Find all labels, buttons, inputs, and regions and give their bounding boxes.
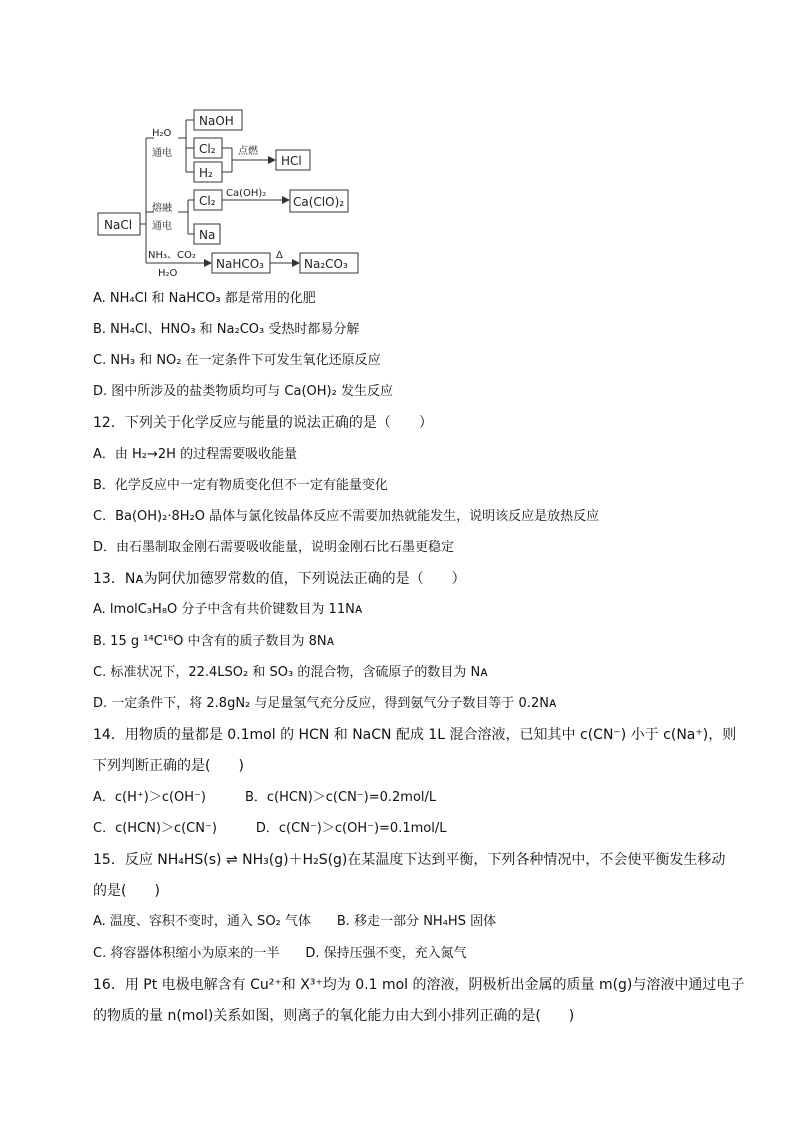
q15-stem-line2: 的是( ) bbox=[93, 883, 160, 899]
flow-diagram-svg bbox=[96, 88, 366, 280]
q12-option-b: B．化学反应中一定有物质变化但不一定有能量变化 bbox=[93, 478, 388, 493]
label-ignite: 点燃 bbox=[238, 146, 258, 157]
q13-stem: 13．Nᴀ为阿伏加德罗常数的值，下列说法正确的是（ ） bbox=[93, 571, 466, 587]
q11-option-b: B. NH₄Cl、HNO₃ 和 Na₂CO₃ 受热时都易分解 bbox=[93, 322, 360, 337]
label-caoh2: Ca(OH)₂ bbox=[226, 188, 267, 199]
q14-options-ab: A．c(H⁺)＞c(OH⁻) B．c(HCN)＞c(CN⁻)=0.2mol/L bbox=[93, 790, 437, 805]
q13-option-a: A. lmolC₃H₈O 分子中含有共价键数目为 11Nᴀ bbox=[93, 602, 363, 617]
q12-option-d: D．由石墨制取金刚石需要吸收能量，说明金刚石比石墨更稳定 bbox=[93, 540, 455, 555]
q15-options-ab: A. 温度、容积不变时，通入 SO₂ 气体 B. 移走一部分 NH₄HS 固体 bbox=[93, 914, 497, 929]
q11-option-a: A. NH₄Cl 和 NaHCO₃ 都是常用的化肥 bbox=[93, 291, 316, 306]
q11-option-d: D. 图中所涉及的盐类物质均可与 Ca(OH)₂ 发生反应 bbox=[93, 384, 393, 399]
q15-options-cd: C. 将容器体积缩小为原来的一半 D. 保持压强不变，充入氮气 bbox=[93, 946, 467, 961]
box-naoh-text: NaOH bbox=[199, 114, 234, 128]
q16-stem-line1: 16．用 Pt 电极电解含有 Cu²⁺和 X³⁺均为 0.1 mol 的溶液，阴极析出金属的质量 m(g)与溶液中通过电子 bbox=[93, 977, 745, 993]
box-hcl-text: HCl bbox=[281, 154, 302, 168]
q16-stem-line2: 的物质的量 n(mol)关系如图，则离子的氧化能力由大到小排列正确的是( ) bbox=[93, 1008, 575, 1024]
q14-options-cd: C．c(HCN)＞c(CN⁻) D．c(CN⁻)＞c(OH⁻)=0.1mol/L bbox=[93, 821, 447, 836]
branch3-label-b: H₂O bbox=[158, 268, 178, 279]
box-nahco3-text: NaHCO₃ bbox=[216, 257, 264, 271]
box-na2co3-text: Na₂CO₃ bbox=[304, 257, 348, 271]
q14-stem-line2: 下列判断正确的是( ) bbox=[93, 758, 244, 774]
q11-option-c: C. NH₃ 和 NO₂ 在一定条件下可发生氧化还原反应 bbox=[93, 353, 381, 368]
q15-stem-line1: 15．反应 NH₄HS(s) ⇌ NH₃(g)＋H₂S(g)在某温度下达到平衡，下列各种情况中，不会使平衡发生移动 bbox=[93, 852, 726, 868]
q12-stem: 12．下列关于化学反应与能量的说法正确的是（ ） bbox=[93, 415, 433, 431]
box-nacl-text: NaCl bbox=[104, 218, 133, 232]
branch1-label-a: H₂O bbox=[152, 128, 172, 139]
label-heat: Δ bbox=[276, 250, 283, 261]
q12-option-a: A．由 H₂→2H 的过程需要吸收能量 bbox=[93, 447, 298, 462]
box-cl2-a-text: Cl₂ bbox=[199, 142, 216, 156]
q12-option-c: C．Ba(OH)₂·8H₂O 晶体与氯化铵晶体反应不需要加热就能发生，说明该反应是放热反应 bbox=[93, 509, 600, 524]
box-na-text: Na bbox=[199, 228, 216, 242]
branch3-label-a: NH₃、CO₂ bbox=[148, 250, 196, 261]
branch2-label-b: 通电 bbox=[152, 221, 172, 232]
box-cl2-b-text: Cl₂ bbox=[199, 194, 216, 208]
nacl-flow-diagram bbox=[96, 88, 366, 280]
branch2-label-a: 熔融 bbox=[152, 203, 172, 214]
q13-option-c: C. 标准状况下，22.4LSO₂ 和 SO₃ 的混合物，含硫原子的数目为 Nᴀ bbox=[93, 665, 488, 680]
branch1-label-b: 通电 bbox=[152, 148, 172, 159]
q13-option-b: B. 15 g ¹⁴C¹⁶O 中含有的质子数目为 8Nᴀ bbox=[93, 634, 335, 649]
q14-stem-line1: 14．用物质的量都是 0.1mol 的 HCN 和 NaCN 配成 1L 混合溶液，已知其中 c(CN⁻) 小于 c(Na⁺)，则 bbox=[93, 727, 737, 743]
box-caclo2-text: Ca(ClO)₂ bbox=[293, 195, 345, 209]
q13-option-d: D. 一定条件下，将 2.8gN₂ 与足量氢气充分反应，得到氨气分子数目等于 0.2Nᴀ bbox=[93, 696, 557, 711]
box-h2-text: H₂ bbox=[199, 166, 213, 180]
